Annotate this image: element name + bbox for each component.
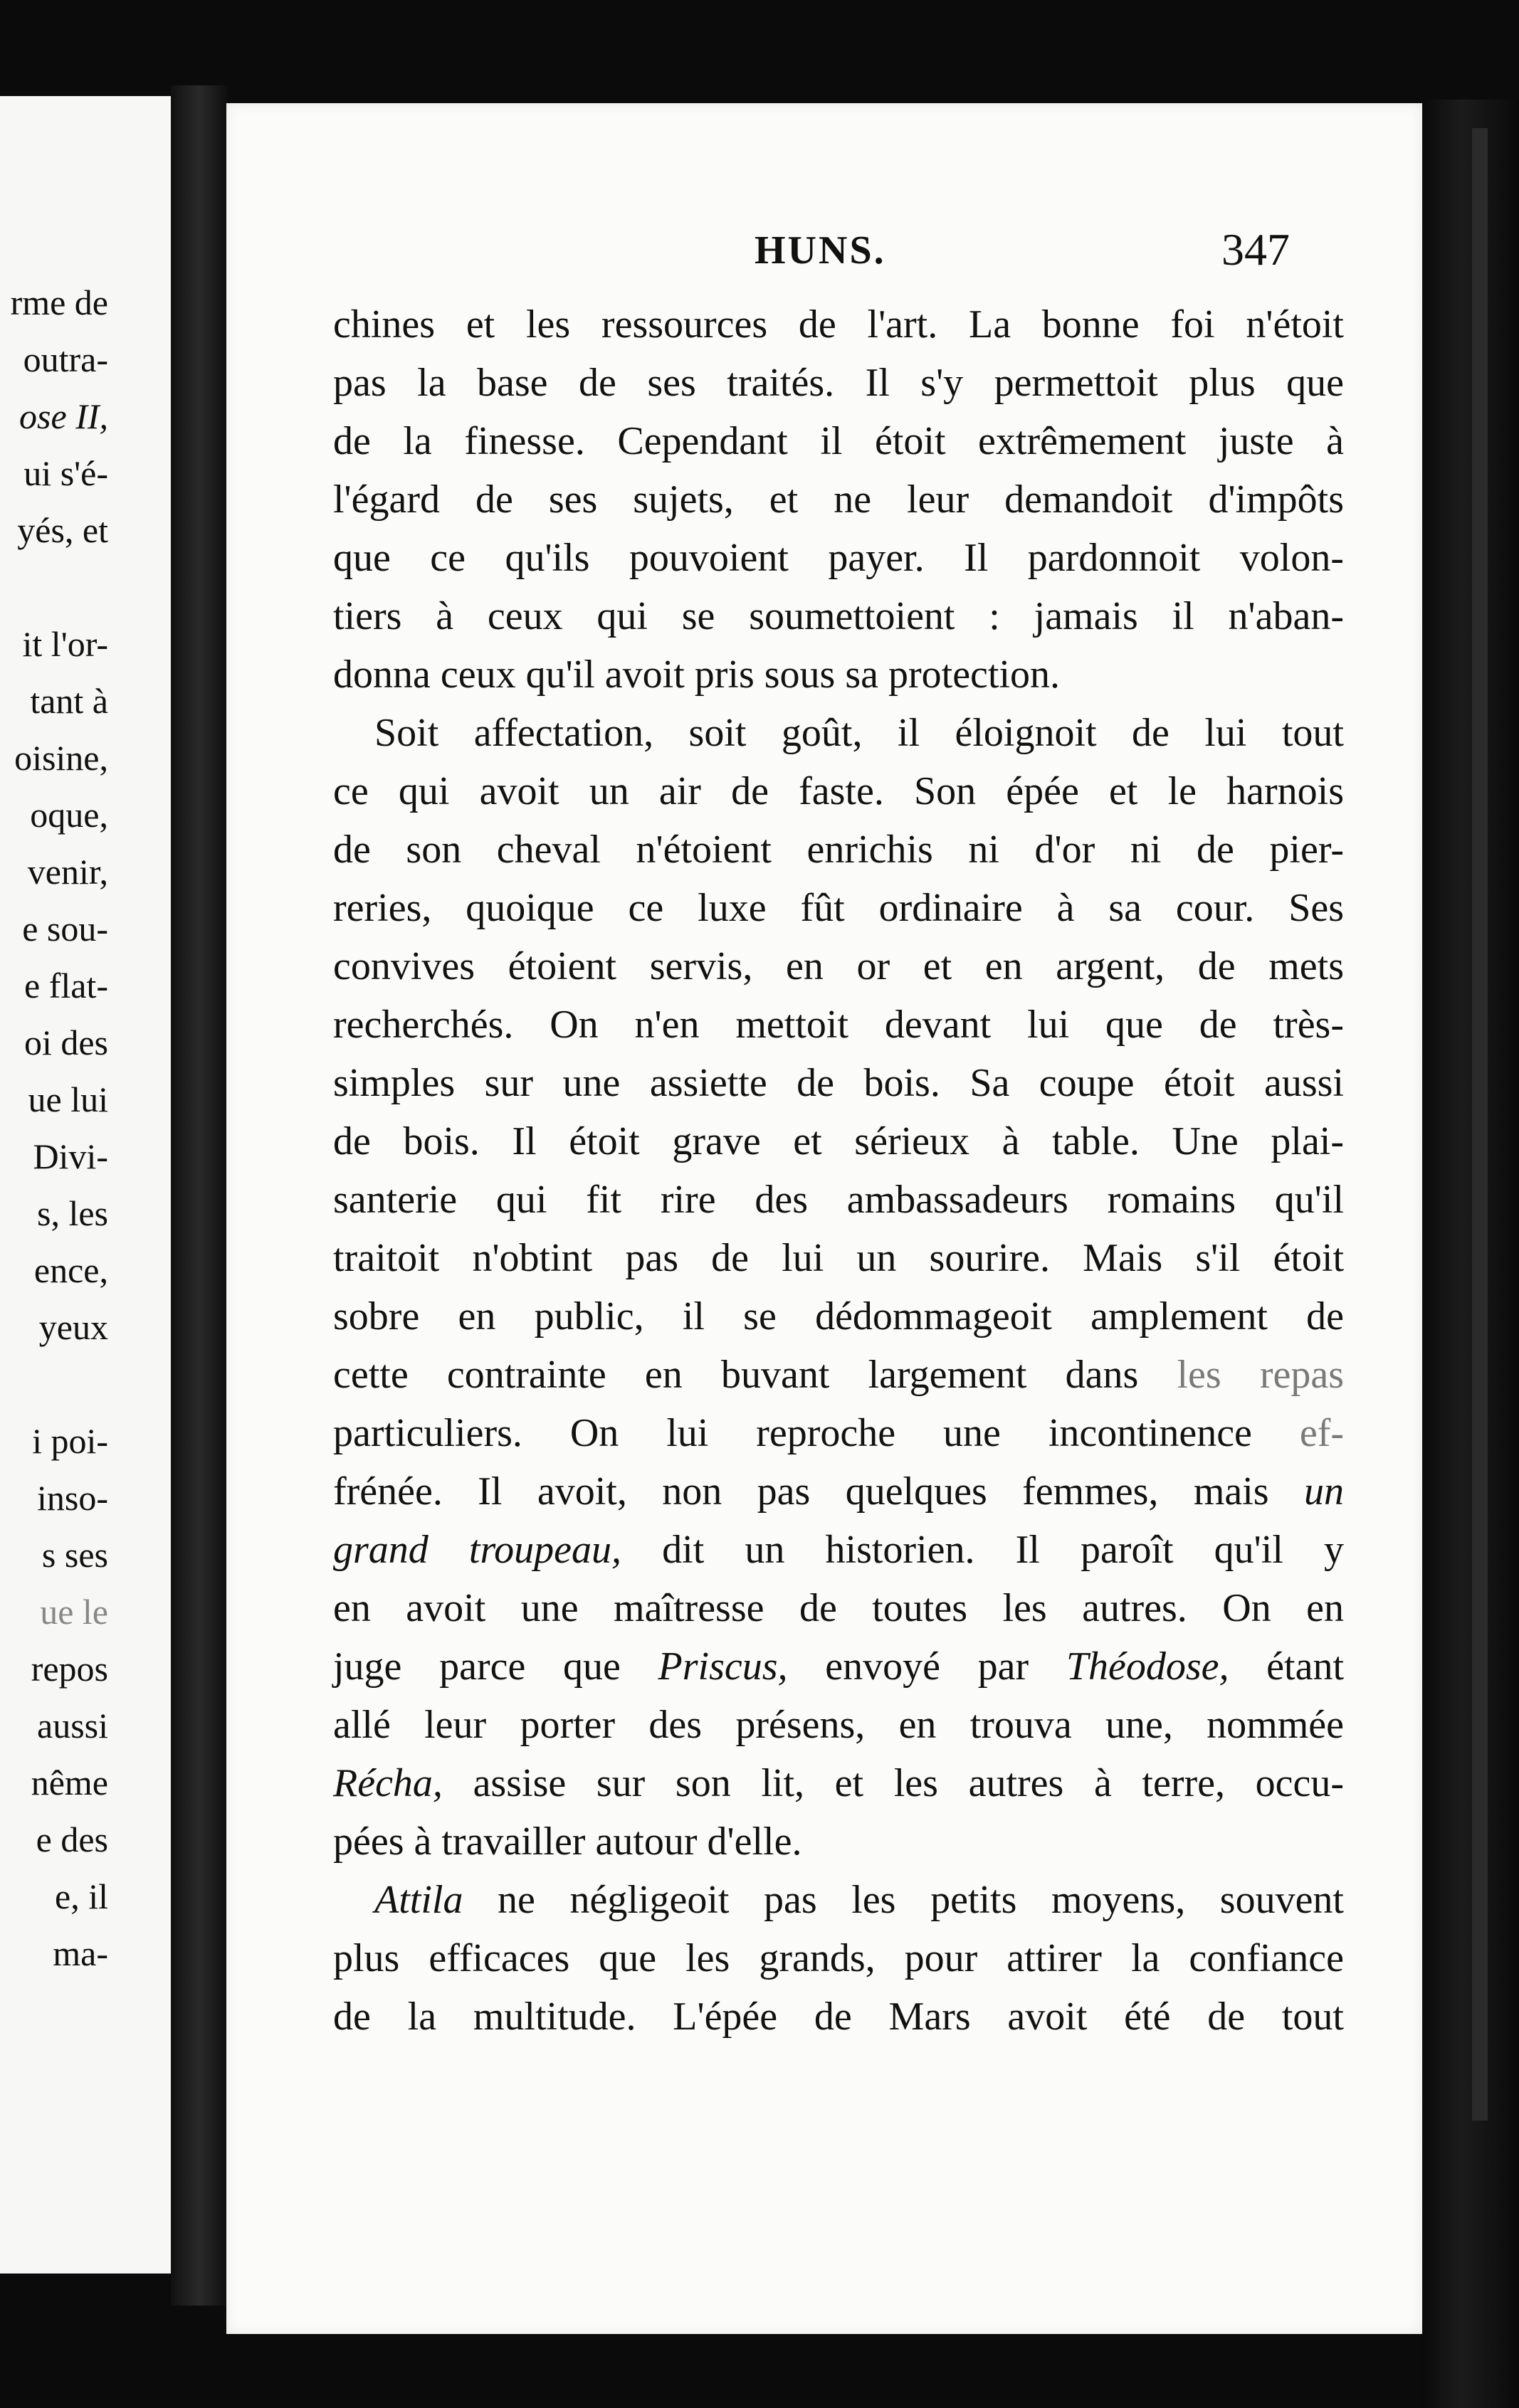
text-segment: tiers à ceux qui se soumettoient : jamais il n'aban-: [333, 594, 1344, 638]
text-line: [333, 354, 1344, 412]
text-segment: plus efficaces que les grands, pour attirer la confiance: [333, 1936, 1344, 1980]
text-segment: donna ceux qu'il avoit pris sous sa protection.: [333, 653, 1061, 697]
text-segment: juge parce que: [333, 1644, 658, 1689]
left-page-line: i poi-: [32, 1421, 108, 1461]
text-line: [333, 1871, 1344, 1929]
text-segment: reries, quoique ce luxe fût ordinaire à sa cour. Ses: [333, 886, 1344, 930]
left-page-line: e des: [36, 1820, 108, 1859]
left-page-line: oisine,: [14, 738, 108, 778]
left-page-line: yeux: [38, 1307, 108, 1347]
text-segment: convives étoient servis, en or et en argent, de mets: [333, 944, 1344, 988]
left-page-line: s ses: [41, 1535, 108, 1575]
left-facing-page: [0, 96, 173, 2274]
left-page-line: it l'or-: [22, 624, 108, 664]
text-segment: l'égard de ses sujets, et ne leur demandoit d'impôts: [333, 477, 1344, 522]
text-line: [333, 1404, 1344, 1462]
text-segment: chines et les ressources de l'art. La bonne foi n'étoit: [333, 302, 1344, 347]
text-line: [333, 1171, 1344, 1229]
text-line: [333, 1929, 1344, 1987]
italic-text: un: [1304, 1469, 1344, 1514]
text-segment: étant: [1229, 1644, 1344, 1689]
text-segment: dit un historien. Il paroît qu'il y: [621, 1528, 1345, 1572]
book-page: [226, 103, 1422, 2334]
text-line: [333, 1462, 1344, 1521]
text-line: [333, 996, 1344, 1054]
text-segment: en avoit une maîtresse de toutes les autres. On en: [333, 1586, 1344, 1630]
text-segment: traitoit n'obtint pas de lui un sourire. Mais s'il étoit: [333, 1236, 1344, 1280]
left-page-line: tant à: [30, 681, 108, 721]
left-page-line: ui s'é-: [23, 453, 108, 493]
left-page-line: ose II,: [19, 396, 108, 436]
text-line: [333, 762, 1344, 820]
left-page-line: rme de: [10, 282, 108, 322]
italic-text: Théodose,: [1066, 1644, 1229, 1689]
left-page-line: Divi-: [33, 1136, 108, 1176]
text-line: [333, 295, 1344, 354]
text-segment: de son cheval n'étoient enrichis ni d'or ni de pier-: [333, 828, 1344, 872]
text-line: [333, 937, 1344, 996]
text-segment: santerie qui fit rire des ambassadeurs romains qu'il: [333, 1178, 1344, 1222]
text-segment: sobre en public, il se dédommageoit amplement de: [333, 1294, 1344, 1338]
text-segment: les repas: [1177, 1353, 1345, 1397]
text-line: [333, 470, 1344, 529]
text-segment: recherchés. On n'en mettoit devant lui que de très-: [333, 1003, 1344, 1047]
text-segment: ce qui avoit un air de faste. Son épée et le harnois: [333, 769, 1344, 813]
running-head: [226, 224, 1422, 285]
text-line: [333, 1112, 1344, 1171]
left-page-line: s, les: [37, 1193, 108, 1233]
text-segment: de la multitude. L'épée de Mars avoit été de tout: [333, 1995, 1344, 2039]
running-title: HUNS.: [755, 228, 886, 273]
text-segment: cette contrainte en buvant largement dans: [333, 1353, 1177, 1397]
text-line: [333, 1229, 1344, 1287]
text-line: [333, 645, 1344, 704]
left-page-line: outra-: [23, 339, 108, 379]
left-page-line: ue lui: [28, 1079, 108, 1119]
left-page-line: ma-: [53, 1933, 108, 1973]
left-page-line: e flat-: [24, 966, 108, 1005]
text-line: [333, 1754, 1344, 1812]
left-page-line: inso-: [37, 1478, 108, 1518]
left-page-line: ue le: [40, 1592, 108, 1632]
text-segment: simples sur une assiette de bois. Sa coupe étoit aussi: [333, 1061, 1344, 1105]
left-page-line: oque,: [30, 795, 108, 835]
book-right-edge: [1422, 100, 1519, 2408]
text-segment: de la finesse. Cependant il étoit extrêmement juste à: [333, 419, 1344, 463]
text-line: [333, 1521, 1344, 1579]
text-segment: envoyé par: [787, 1644, 1066, 1689]
text-segment: Soit affectation, soit goût, il éloignoit de lui tout: [374, 711, 1344, 755]
body-text: [333, 295, 1344, 2046]
text-line: [333, 1287, 1344, 1346]
text-segment: frénée. Il avoit, non pas quelques femmes, mais: [333, 1469, 1304, 1514]
left-page-line: nême: [31, 1763, 108, 1802]
left-page-line: venir,: [27, 852, 108, 892]
text-line: [333, 820, 1344, 879]
text-line: [333, 879, 1344, 937]
left-page-line: oi des: [23, 1023, 108, 1062]
text-line: [333, 1812, 1344, 1871]
italic-text: Priscus,: [658, 1644, 788, 1689]
text-segment: de bois. Il étoit grave et sérieux à table. Une plai-: [333, 1119, 1344, 1163]
page-number: 347: [1221, 224, 1290, 275]
text-line: [333, 412, 1344, 470]
text-segment: ne négligeoit pas les petits moyens, souvent: [463, 1878, 1344, 1922]
italic-text: Récha,: [333, 1761, 443, 1805]
text-segment: particuliers. On lui reproche une incontinence: [333, 1411, 1300, 1455]
text-line: [333, 1637, 1344, 1696]
text-line: [333, 1987, 1344, 2046]
left-page-line: aussi: [37, 1706, 108, 1746]
text-line: [333, 1696, 1344, 1754]
text-segment: assise sur son lit, et les autres à terre, occu-: [442, 1761, 1344, 1805]
text-line: [333, 587, 1344, 645]
book-gutter: [171, 85, 228, 2306]
left-page-line: ence,: [33, 1250, 108, 1290]
text-line: [333, 1054, 1344, 1112]
left-page-line: e sou-: [22, 909, 108, 949]
italic-text: Attila: [374, 1878, 463, 1922]
italic-text: grand troupeau,: [333, 1528, 622, 1572]
text-line: [333, 1346, 1344, 1404]
text-segment: pas la base de ses traités. Il s'y permettoit plus que: [333, 361, 1344, 405]
text-line: [333, 529, 1344, 587]
left-page-line: repos: [31, 1649, 108, 1689]
text-segment: pées à travailler autour d'elle.: [333, 1820, 802, 1864]
left-page-line: e, il: [55, 1876, 108, 1916]
page-edge-strip: [1472, 128, 1488, 2121]
text-line: [333, 704, 1344, 762]
text-segment: allé leur porter des présens, en trouva une, nommée: [333, 1703, 1344, 1747]
text-segment: que ce qu'ils pouvoient payer. Il pardonnoit volon-: [333, 536, 1344, 580]
text-line: [333, 1579, 1344, 1637]
left-page-line: yés, et: [17, 510, 108, 550]
text-segment: ef-: [1299, 1411, 1344, 1455]
